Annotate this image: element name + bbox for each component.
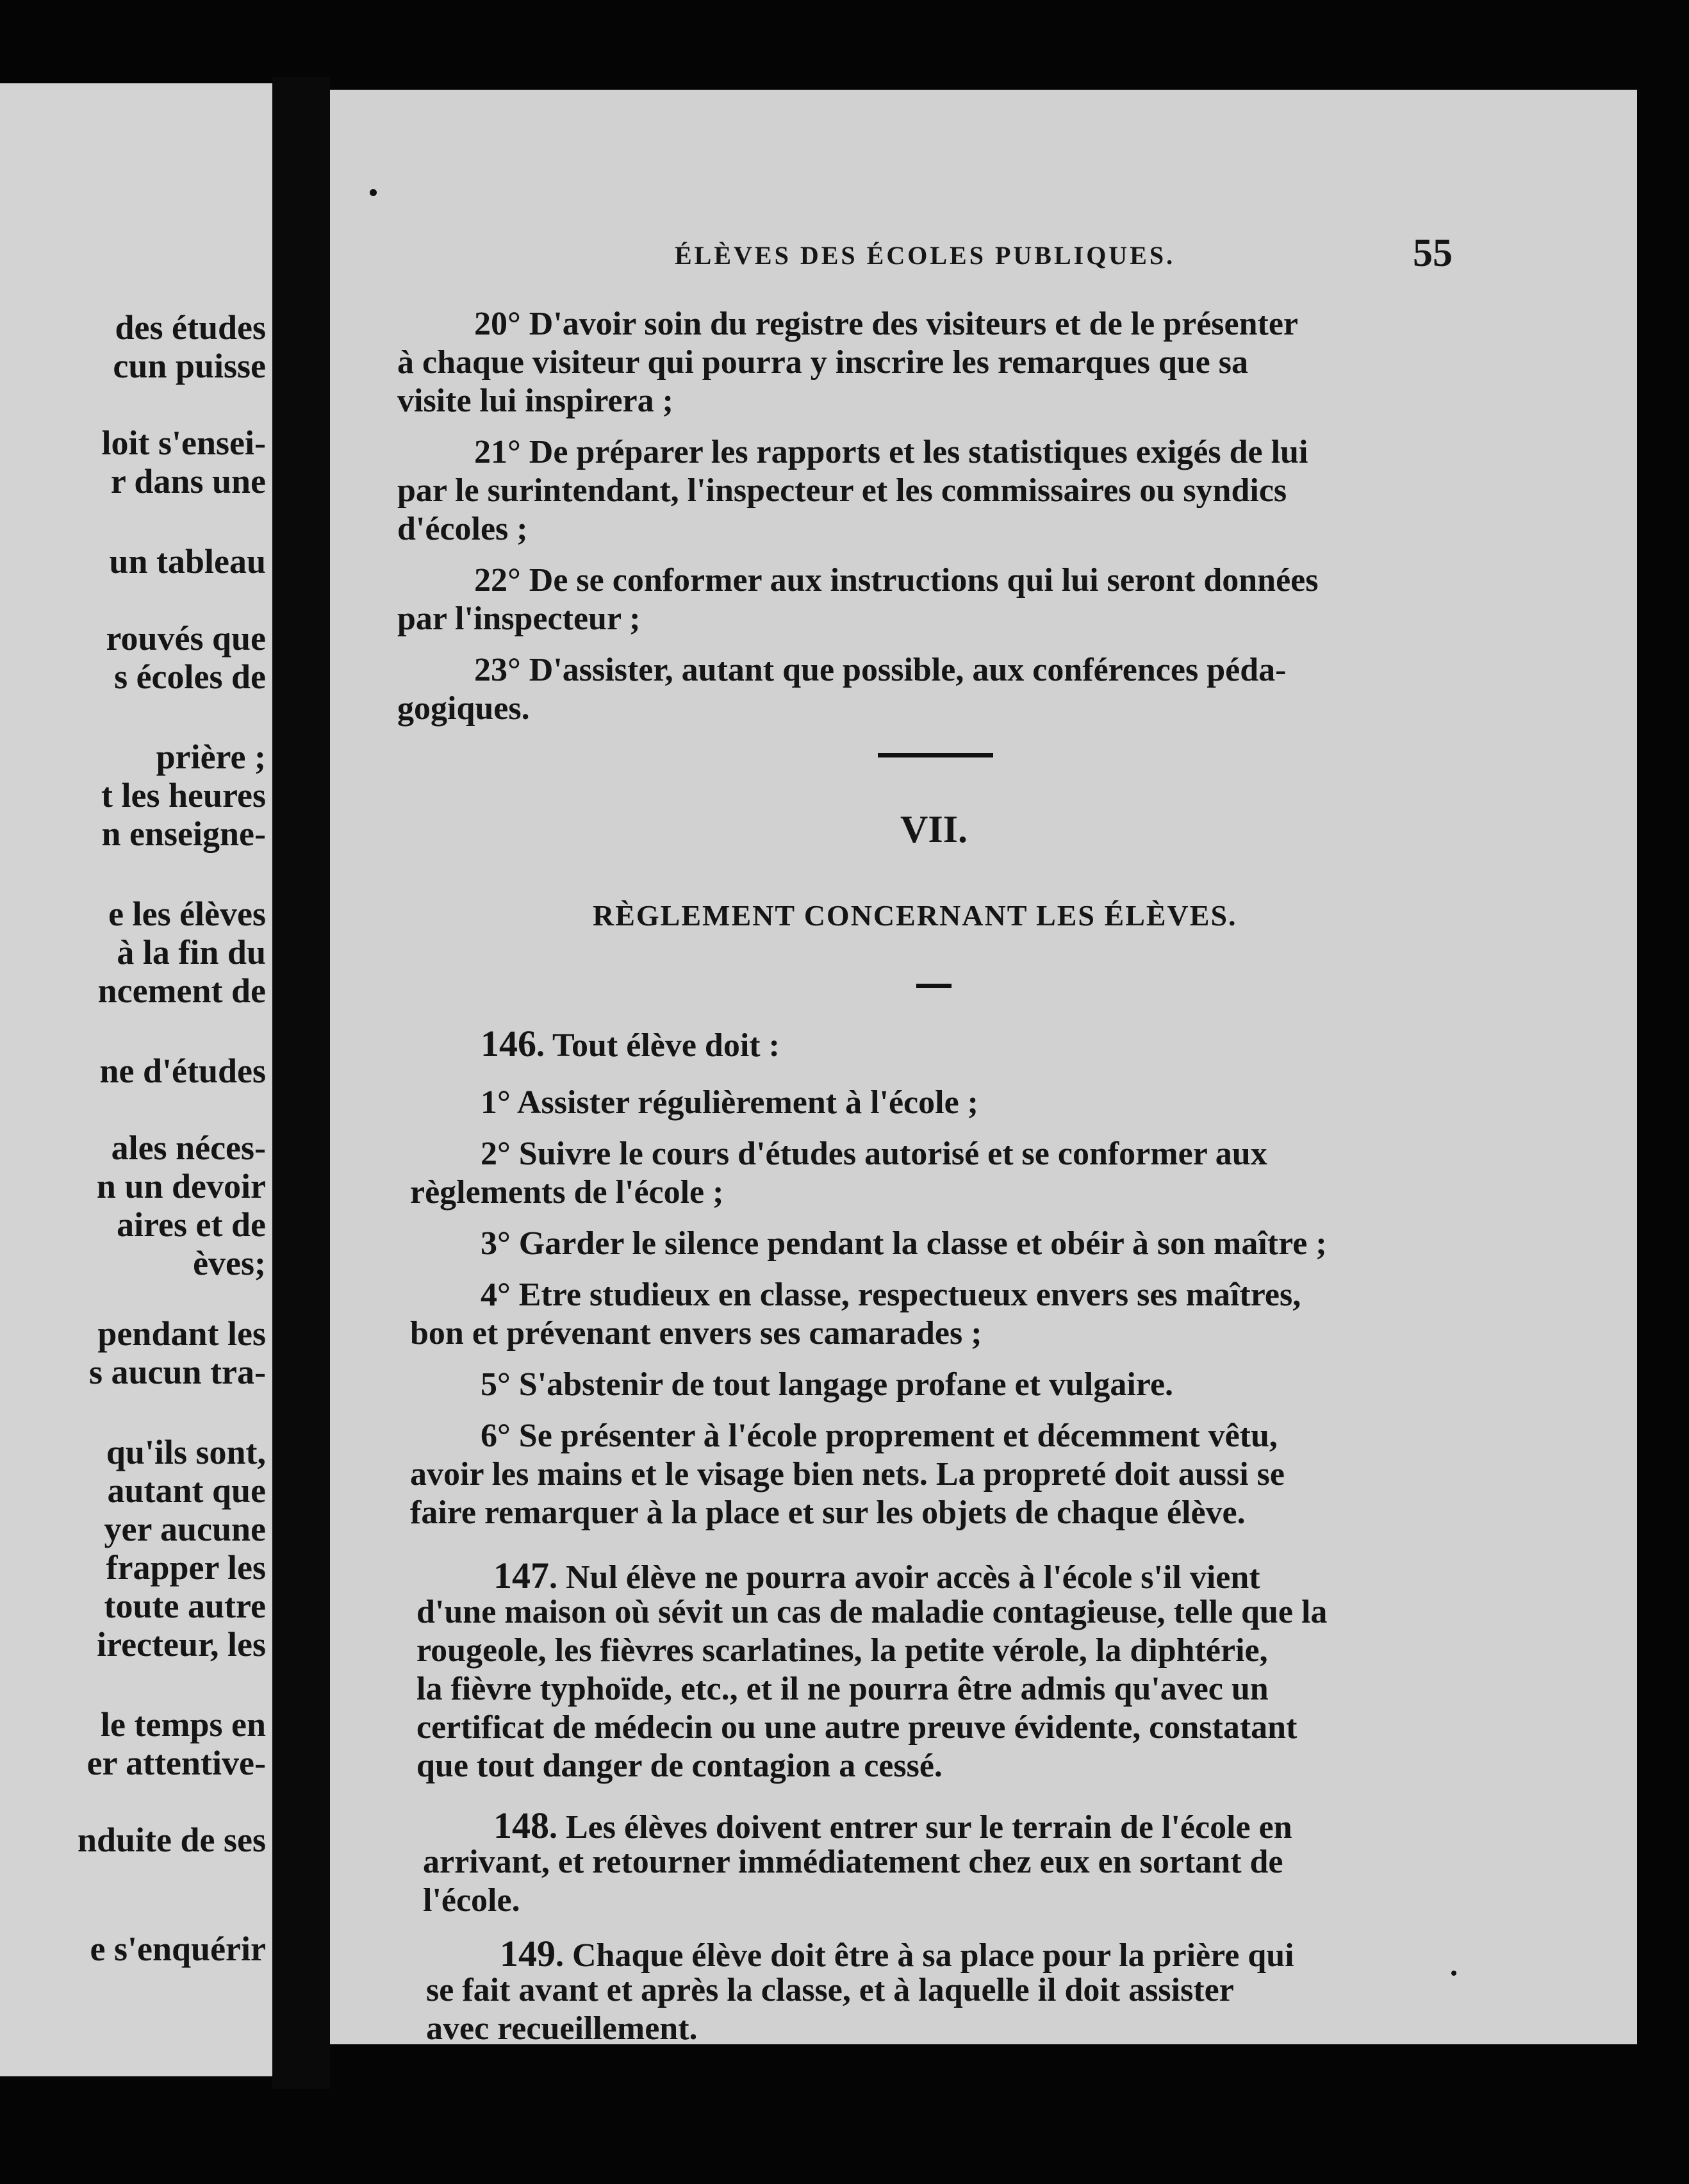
section-title: RÈGLEMENT CONCERNANT LES ÉLÈVES. <box>593 899 1237 932</box>
text-line: à chaque visiteur qui pourra y inscrire les remarques que sa <box>397 344 1248 381</box>
text-line: la fièvre typhoïde, etc., et il ne pourra être admis qu'avec un <box>416 1671 1269 1707</box>
text-line: règlements de l'école ; <box>410 1174 724 1211</box>
book-gutter <box>272 77 330 2089</box>
article-text: . Les élèves doivent entrer sur le terrain de l'école en <box>549 1809 1292 1846</box>
article-text: . Chaque élève doit être à sa place pour la prière qui <box>556 1937 1294 1974</box>
text-line: 21° De préparer les rapports et les statistiques exigés de lui <box>474 434 1308 470</box>
text-line: que tout danger de contagion a cessé. <box>416 1748 943 1784</box>
running-head: ÉLÈVES DES ÉCOLES PUBLIQUES. <box>675 241 1176 270</box>
text-line: 4° Etre studieux en classe, respectueux envers ses maîtres, <box>481 1277 1301 1313</box>
left-line: e les élèves <box>108 895 266 933</box>
left-line: frapper les <box>106 1548 266 1587</box>
left-line: irecteur, les <box>97 1625 266 1664</box>
left-line: nduite de ses <box>77 1821 266 1859</box>
left-line: pendant les <box>97 1314 266 1353</box>
text-line: 23° D'assister, autant que possible, aux conférences péda- <box>474 652 1287 688</box>
text-line: arrivant, et retourner immédiatement chez eux en sortant de <box>423 1844 1283 1880</box>
text-line: certificat de médecin ou une autre preuve évidente, constatant <box>416 1709 1298 1746</box>
text-line: 1° Assister régulièrement à l'école ; <box>481 1084 978 1121</box>
section-number: VII. <box>900 808 968 850</box>
ink-speck <box>370 189 377 196</box>
left-line: s écoles de <box>114 658 266 696</box>
article-number: 147 <box>493 1555 549 1596</box>
left-page-fragment <box>0 83 274 2076</box>
text-line: avoir les mains et le visage bien nets. La propreté doit aussi se <box>410 1456 1285 1493</box>
text-line: avec recueillement. <box>426 2010 698 2044</box>
ink-speck <box>1451 1971 1456 1976</box>
text-line: gogiques. <box>397 690 530 727</box>
left-line: toute autre <box>104 1587 266 1625</box>
left-line: des études <box>115 308 266 347</box>
text-line: rougeole, les fièvres scarlatines, la petite vérole, la diphtérie, <box>416 1632 1268 1669</box>
text-line: 22° De se conformer aux instructions qui lui seront données <box>474 562 1319 599</box>
text-line: par l'inspecteur ; <box>397 600 641 637</box>
text-line: visite lui inspirera ; <box>397 383 673 419</box>
left-line: un tableau <box>109 542 266 581</box>
left-line: rouvés que <box>106 619 266 658</box>
text-line: 20° D'avoir soin du registre des visiteurs et de le présenter <box>474 306 1298 342</box>
text-line: l'école. <box>423 1882 520 1919</box>
text-line: d'écoles ; <box>397 511 528 547</box>
left-line: autant que <box>107 1471 266 1510</box>
right-page <box>330 90 1637 2044</box>
left-line: n enseigne- <box>101 815 266 853</box>
left-line: cun puisse <box>113 347 266 385</box>
left-line: er attentive- <box>87 1744 266 1782</box>
left-line: à la fin du <box>117 933 266 972</box>
article-number: 146 <box>481 1023 536 1064</box>
article-number: 148 <box>493 1805 549 1846</box>
text-line: 2° Suivre le cours d'études autorisé et se conformer aux <box>481 1136 1267 1172</box>
left-line: le temps en <box>101 1705 266 1744</box>
article-text: . Nul élève ne pourra avoir accès à l'école s'il vient <box>549 1559 1260 1596</box>
left-line: s aucun tra- <box>88 1353 266 1391</box>
text-line: 5° S'abstenir de tout langage profane et vulgaire. <box>481 1366 1174 1403</box>
text-line: 6° Se présenter à l'école proprement et décemment vêtu, <box>481 1418 1278 1454</box>
left-line: ne d'études <box>99 1052 266 1090</box>
page-number: 55 <box>1413 231 1453 275</box>
left-line: n un devoir <box>96 1167 266 1205</box>
article-text: . Tout élève doit : <box>536 1027 780 1064</box>
text-line: par le surintendant, l'inspecteur et les commissaires ou syndics <box>397 472 1287 509</box>
left-line: aires et de <box>117 1205 266 1244</box>
article-heading <box>493 1807 1292 1844</box>
left-line: ales néces- <box>111 1129 266 1167</box>
left-line: qu'ils sont, <box>106 1433 266 1471</box>
section-rule <box>916 984 952 988</box>
text-line: bon et prévenant envers ses camarades ; <box>410 1315 982 1352</box>
left-line: ncement de <box>97 972 266 1010</box>
text-line: d'une maison où sévit un cas de maladie contagieuse, telle que la <box>416 1594 1328 1630</box>
left-line: t les heures <box>101 776 266 815</box>
section-rule <box>878 753 993 757</box>
left-line: èves; <box>193 1244 266 1282</box>
left-line: e s'enquérir <box>90 1930 266 1968</box>
left-line: loit s'ensei- <box>101 424 266 462</box>
left-line: yer aucune <box>104 1510 266 1548</box>
left-line: r dans une <box>110 462 266 500</box>
article-heading <box>493 1557 1260 1594</box>
text-line: 3° Garder le silence pendant la classe et obéir à son maître ; <box>481 1225 1327 1262</box>
article-number: 149 <box>500 1933 556 1974</box>
left-line: prière ; <box>156 738 266 776</box>
article-heading <box>481 1025 780 1063</box>
text-line: se fait avant et après la classe, et à laquelle il doit assister <box>426 1972 1234 2008</box>
article-heading <box>500 1935 1294 1973</box>
text-line: faire remarquer à la place et sur les objets de chaque élève. <box>410 1494 1246 1531</box>
